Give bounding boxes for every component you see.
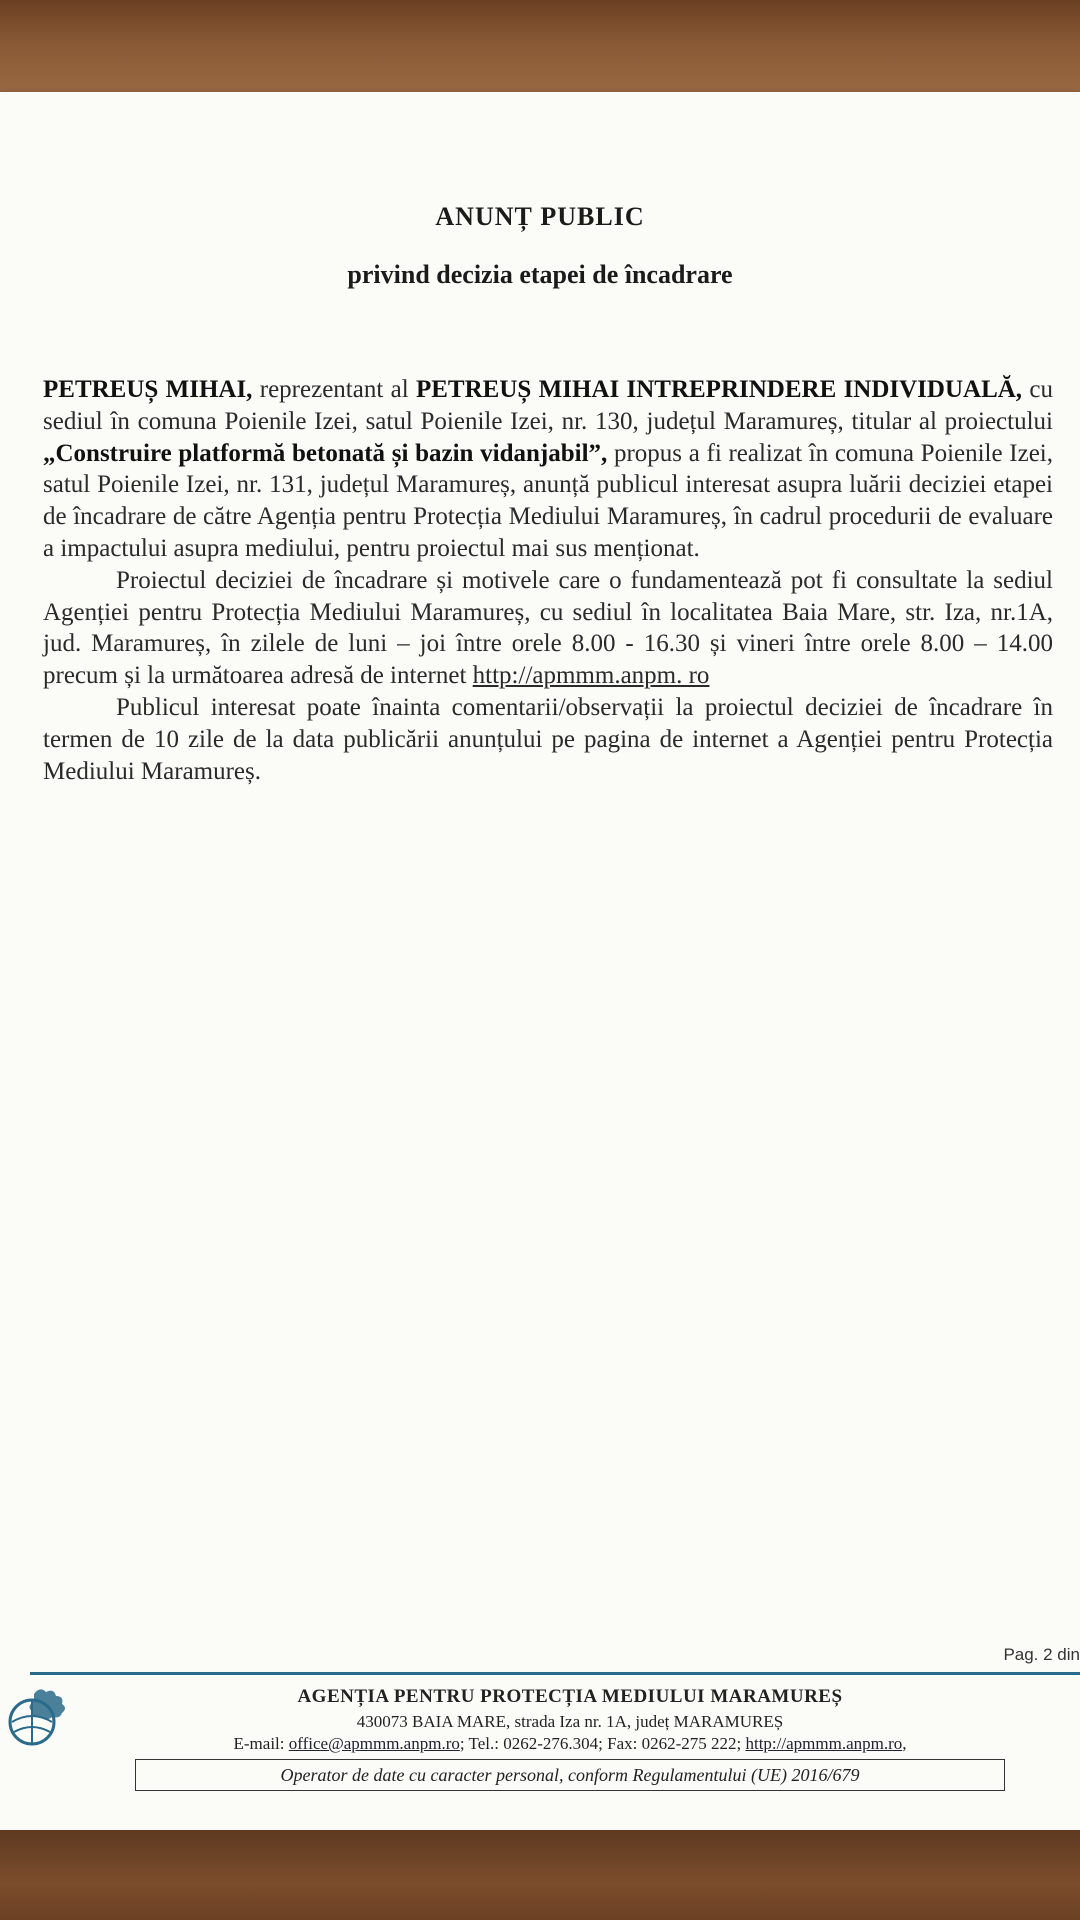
paragraph-2-text: Proiectul deciziei de încadrare și motivele care o fundamentează pot fi consultate la sediul Agenției pentru Protecția Mediului Maramureș, cu sediul în localitatea Baia Mare, str. Iza, nr.1A, jud. Maramureș, în zilele de luni – joi între orele 8.00 - 16.30 și vineri între orele 8.00 – 14.00 precum și la următoarea adresă de internet bbox=[43, 566, 1053, 690]
operator-notice bbox=[135, 1759, 1005, 1791]
document-title: ANUNȚ PUBLIC bbox=[435, 202, 645, 231]
page-number: Pag. 2 din bbox=[1003, 1645, 1080, 1664]
document-body bbox=[43, 374, 1053, 787]
project-name: „Construire platformă betonată și bazin vidanjabil”, bbox=[43, 439, 608, 467]
website-link[interactable]: http://apmmm.anpm. ro bbox=[472, 662, 710, 690]
document-page bbox=[0, 92, 1080, 1832]
applicant-name: PETREUȘ MIHAI, bbox=[43, 376, 253, 403]
website-separator: , bbox=[902, 1734, 907, 1753]
footer-agency: AGENȚIA PENTRU PROTECȚIA MEDIULUI MARAMUREȘ bbox=[297, 1686, 843, 1707]
wood-background-bottom bbox=[0, 1830, 1080, 1920]
footer-contact bbox=[60, 1734, 1080, 1754]
paragraph-1-text-b: cu sediul în comuna Poienile Izei, satul Poienile Izei, nr. 130, județul Maramureș, titular al proiectului bbox=[43, 376, 1053, 435]
wood-background-top bbox=[0, 0, 1080, 100]
operator-text: Operator de date cu caracter personal, conform Regulamentului (UE) 2016/679 bbox=[280, 1764, 860, 1785]
company-name: PETREUȘ MIHAI INTREPRINDERE INDIVIDUALĂ, bbox=[415, 376, 1023, 403]
paragraph-1 bbox=[43, 374, 1053, 565]
document-subtitle: privind decizia etapei de încadrare bbox=[347, 260, 733, 289]
paragraph-1-text-a: reprezentant al bbox=[252, 376, 416, 403]
phone-fax: ; Tel.: 0262-276.304; Fax: 0262-275 222; bbox=[459, 1734, 746, 1753]
footer-address: 430073 BAIA MARE, strada Iza nr. 1A, județ MARAMUREȘ bbox=[356, 1712, 784, 1731]
paragraph-3: Publicul interesat poate înainta comentarii/observații la proiectul deciziei de încadrare în termen de 10 zile de la data publicării anunțului pe pagina de internet a Agenției pentru Protecția Mediului Maramureș. bbox=[43, 693, 1053, 785]
email-label: E-mail: bbox=[233, 1734, 289, 1753]
email-link[interactable]: office@apmmm.anpm.ro bbox=[288, 1734, 460, 1753]
paragraph-2 bbox=[43, 565, 1053, 692]
footer-rule bbox=[30, 1672, 1080, 1675]
footer-website-link[interactable]: http://apmmm.anpm.ro bbox=[745, 1734, 903, 1753]
paragraph-1-text-c: propus a fi realizat în comuna Poienile Izei, satul Poienile Izei, nr. 131, județul Maramureș, anunță publicul interesat asupra luării deciziei etapei de încadrare de către Agenția pentru Protecția Mediului Maramureș, în cadrul procedurii de evaluare a impactului asupra mediului, pentru proiectul mai sus menționat. bbox=[43, 439, 1054, 562]
